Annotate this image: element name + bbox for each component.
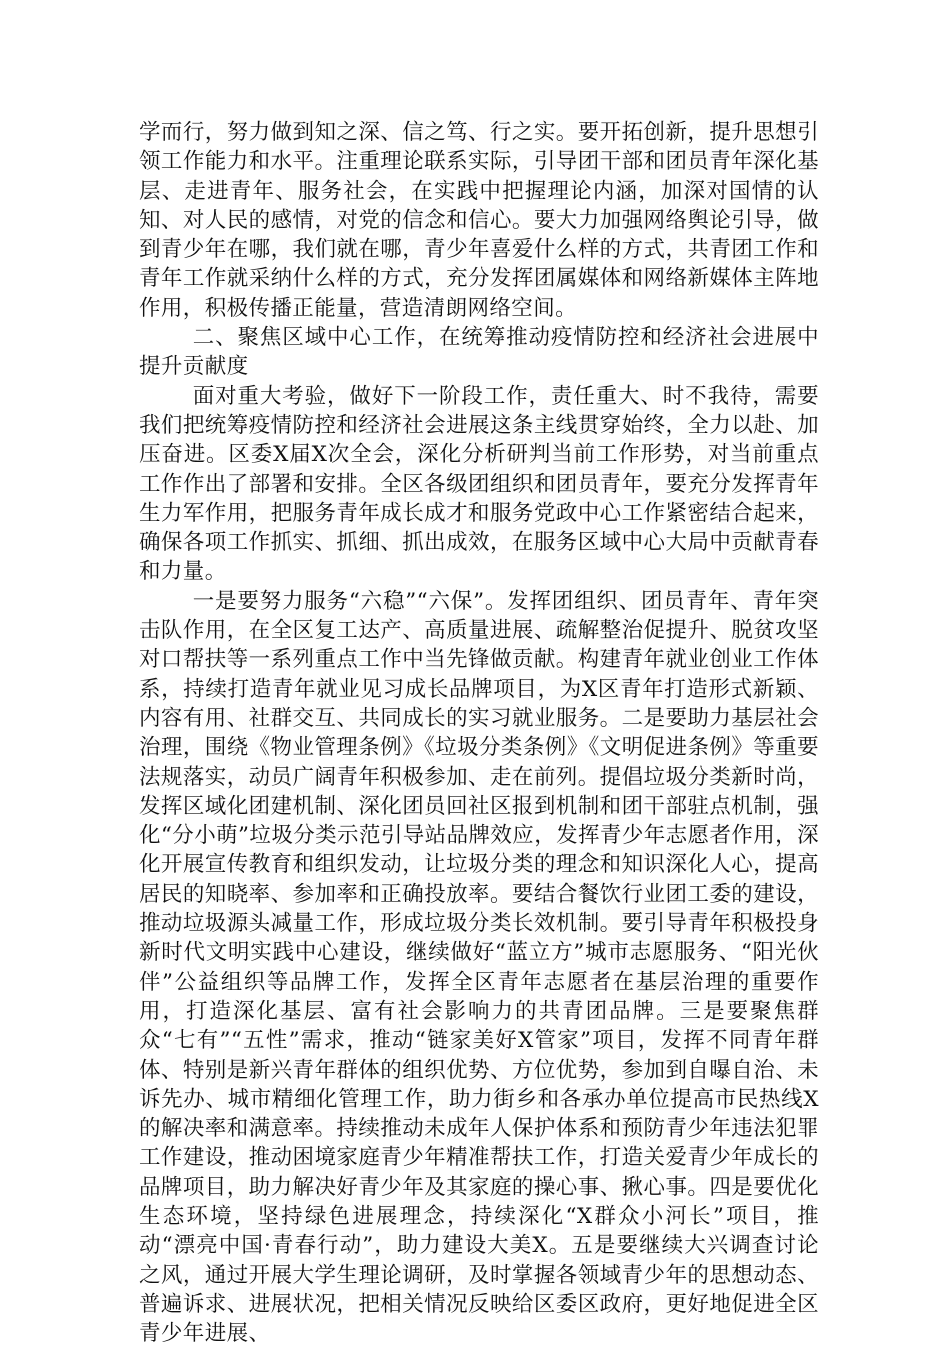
section-heading: 二、聚焦区域中心工作，在统筹推动疫情防控和经济社会进展中提升贡献度	[139, 325, 819, 380]
document-body	[139, 118, 819, 1348]
paragraph-continuation: 学而行，努力做到知之深、信之笃、行之实。要开拓创新，提升思想引领工作能力和水平。注重理论联系实际，引导团干部和团员青年深化基层、走进青年、服务社会，在实践中把握理论内涵，加深对国情的认知、对人民的感情，对党的信念和信心。要大力加强网络舆论引导，做到青少年在哪，我们就在哪，青少年喜爱什么样的方式，共青团工作和青年工作就采纳什么样的方式，充分发挥团属媒体和网络新媒体主阵地作用，积极传播正能量，营造清朗网络空间。	[139, 120, 819, 321]
paragraph-intro: 面对重大考验，做好下一阶段工作，责任重大、时不我待，需要我们把统筹疫情防控和经济社会进展这条主线贯穿始终，全力以赴、加压奋进。区委X届X次全会，深化分析研判当前工作形势，对当前重点工作作出了部署和安排。全区各级团组织和团员青年，要充分发挥青年生力军作用，把服务青年成长成才和服务党政中心工作紧密结合起来，确保各项工作抓实、抓细、抓出成效，在服务区域中心大局中贡献青春和力量。	[139, 383, 819, 585]
paragraph-measures: 一是要努力服务“六稳”“六保”。发挥团组织、团员青年、青年突击队作用，在全区复工达产、高质量进展、疏解整治促提升、脱贫攻坚对口帮扶等一系列重点工作中当先锋做贡献。构建青年就业创业工作体系，持续打造青年就业见习成长品牌项目，为X区青年打造形式新颖、内容有用、社群交互、共同成长的实习就业服务。二是要助力基层社会治理，围绕《物业管理条例》《垃圾分类条例》《文明促进条例》等重要法规落实，动员广阔青年积极参加、走在前列。提倡垃圾分类新时尚，发挥区域化团建机制、深化团员回社区报到机制和团干部驻点机制，强化“分小萌”垃圾分类示范引导站品牌效应，发挥青少年志愿者作用，深化开展宣传教育和组织发动，让垃圾分类的理念和知识深化人心，提高居民的知晓率、参加率和正确投放率。要结合餐饮行业团工委的建设，推动垃圾源头减量工作，形成垃圾分类长效机制。要引导青年积极投身新时代文明实践中心建设，继续做好“蓝立方”城市志愿服务、“阳光伙伴”公益组织等品牌工作，发挥全区青年志愿者在基层治理的重要作用，打造深化基层、富有社会影响力的共青团品牌。三是要聚焦群众“七有”“五性”需求，推动“链家美好X管家”项目，发挥不同青年群体、特别是新兴青年群体的组织优势、方位优势，参加到自曝自治、未诉先办、城市精细化管理工作，助力街乡和各承办单位提高市民热线X的解决率和满意率。持续推动未成年人保护体系和预防青少年违法犯罪工作建设，推动困境家庭青少年精准帮扶工作，打造关爱青少年成长的品牌项目，助力解决好青少年及其家庭的操心事、揪心事。四是要优化生态环境，坚持绿色进展理念，持续深化“X群众小河长”项目，推动“漂亮中国·青春行动”，助力建设大美X。五是要继续大兴调查讨论之风，通过开展大学生理论调研，及时掌握各领域青少年的思想动态、普遍诉求、进展状况，把相关情况反映给区委区政府，更好地促进全区青少年进展、	[139, 588, 819, 1347]
